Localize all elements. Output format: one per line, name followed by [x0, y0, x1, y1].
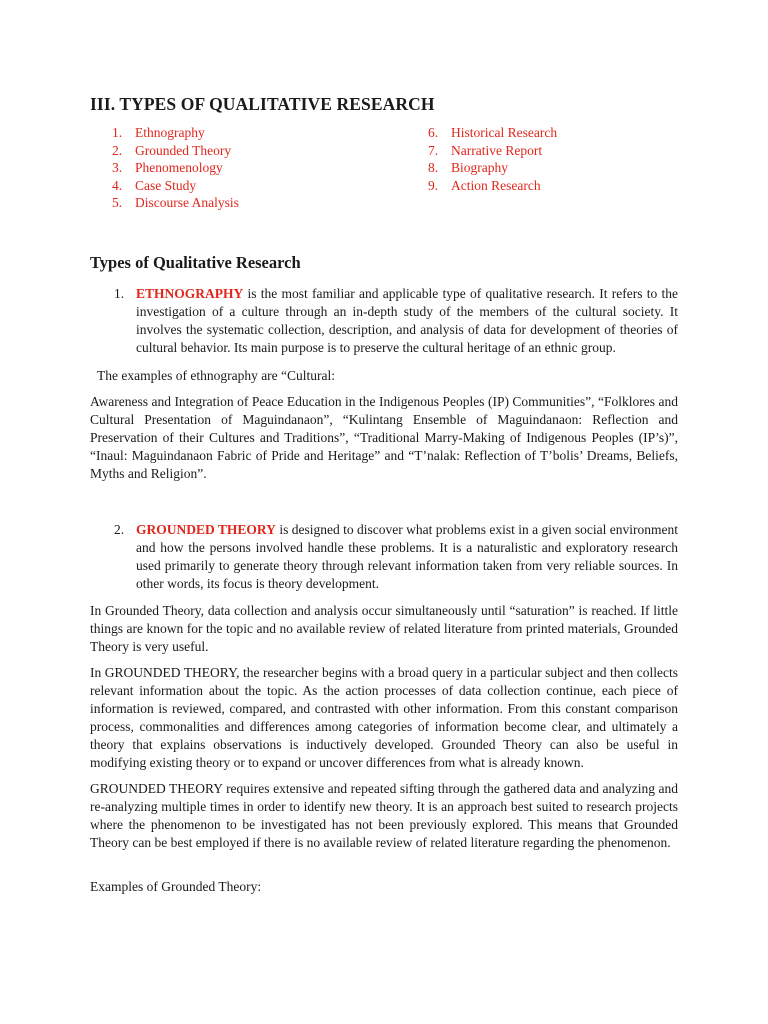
grounded-theory-keyword: GROUNDED THEORY [136, 522, 276, 537]
toc-item-number: 8. [428, 160, 439, 176]
list-item-number: 2. [114, 522, 125, 537]
toc-item [428, 159, 557, 177]
ethnography-examples: Awareness and Integration of Peace Education in the Indigenous Peoples (IP) Communities”, “Folklores and Cultural Presentation of Maguindanaon”, “Kulintang Ensemble of Maguindanaon: Reflection and Preservation of their Cultures and Traditions”, “Traditional Marry-Making of Indigenous Peoples (IP’s)”, “Inaul: Maguindanaon Fabric of Pride and Heritage” and “T’nalak: Reflection of T’bolis’ Dreams, Beliefs, Myths and Religion”. [90, 394, 678, 481]
grounded-theory-para-1: In Grounded Theory, data collection and analysis occur simultaneously until “saturation” is reached. If little things are known for the topic and no available review of related literature from printed materials, Grounded Theory is very useful. [90, 603, 678, 654]
toc-item [112, 177, 239, 195]
toc-item-number: 2. [112, 142, 123, 158]
toc-item-label: Action Research [451, 177, 541, 193]
toc-item [112, 159, 239, 177]
toc-item-number: 5. [112, 195, 123, 211]
toc-item-label: Historical Research [451, 125, 558, 140]
toc-item [428, 124, 557, 142]
ethnography-keyword: ETHNOGRAPHY [136, 286, 244, 301]
toc-item-label: Narrative Report [451, 142, 543, 158]
ethnography-paragraph [136, 285, 678, 357]
toc-item-number: 6. [428, 125, 439, 140]
toc-item-number: 3. [112, 160, 123, 176]
subheading: Types of Qualitative Research [90, 253, 301, 272]
toc-item-number: 9. [428, 177, 439, 193]
toc-item-label: Grounded Theory [135, 142, 232, 158]
grounded-theory-examples-intro: Examples of Grounded Theory: [90, 879, 262, 894]
grounded-theory-para-2: In GROUNDED THEORY, the researcher begins with a broad query in a particular subject and then collects relevant information about the topic. As the action processes of data collection continue, each piece of information is reviewed, compared, and contrasted with other information. From this constant comparison process, commonalities and differences among categories of information become clear, and ultimately a theory that explains observations is inductively developed. Grounded Theory can also be useful in modifying existing theory or to expand or uncover differences from what is already known. [90, 665, 678, 770]
toc-item-number: 7. [428, 142, 439, 158]
toc-item-label: Case Study [135, 177, 197, 193]
ethnography-text: is the most familiar and applicable type of qualitative research. It refers to the investigation of a culture through an in-depth study of the members of the cultural society. It involves the systematic collection, description, and analysis of data for development of theories of cultural behavior. Its main purpose is to preserve the cultural heritage of an ethnic group. [136, 286, 678, 355]
grounded-theory-paragraph [136, 521, 678, 593]
toc-item-label: Biography [451, 160, 508, 176]
toc-item-label: Phenomenology [135, 160, 223, 176]
toc-item [112, 142, 239, 160]
toc-list-right [428, 124, 557, 194]
toc-item-label: Discourse Analysis [135, 195, 239, 211]
toc-item [112, 124, 239, 142]
toc-item-number: 4. [112, 177, 123, 193]
toc-item [112, 194, 239, 212]
ethnography-examples-intro: The examples of ethnography are “Cultural: [97, 368, 336, 383]
grounded-theory-para-3: GROUNDED THEORY requires extensive and repeated sifting through the gathered data and analyzing and re-analyzing multiple times in order to identify new theory. It is an approach best suited to research projects where the phenomenon to be investigated has not been previously explored. This means that Grounded Theory can be best employed if there is no available review of related literature regarding the phenomenon. [90, 781, 678, 850]
toc-list-left [112, 124, 239, 212]
list-item-number: 1. [114, 286, 125, 301]
grounded-theory-text: is designed to discover what problems exist in a given social environment and how the persons involved handle these problems. It is a naturalistic and exploratory research used primarily to generate theory through relevant information taken from very reliable sources. In other words, its focus is theory development. [136, 522, 678, 591]
toc-item [428, 142, 557, 160]
toc-item-label: Ethnography [135, 125, 205, 140]
toc-item-number: 1. [112, 125, 123, 140]
toc-item [428, 177, 557, 195]
section-heading: III. TYPES OF QUALITATIVE RESEARCH [90, 94, 435, 114]
